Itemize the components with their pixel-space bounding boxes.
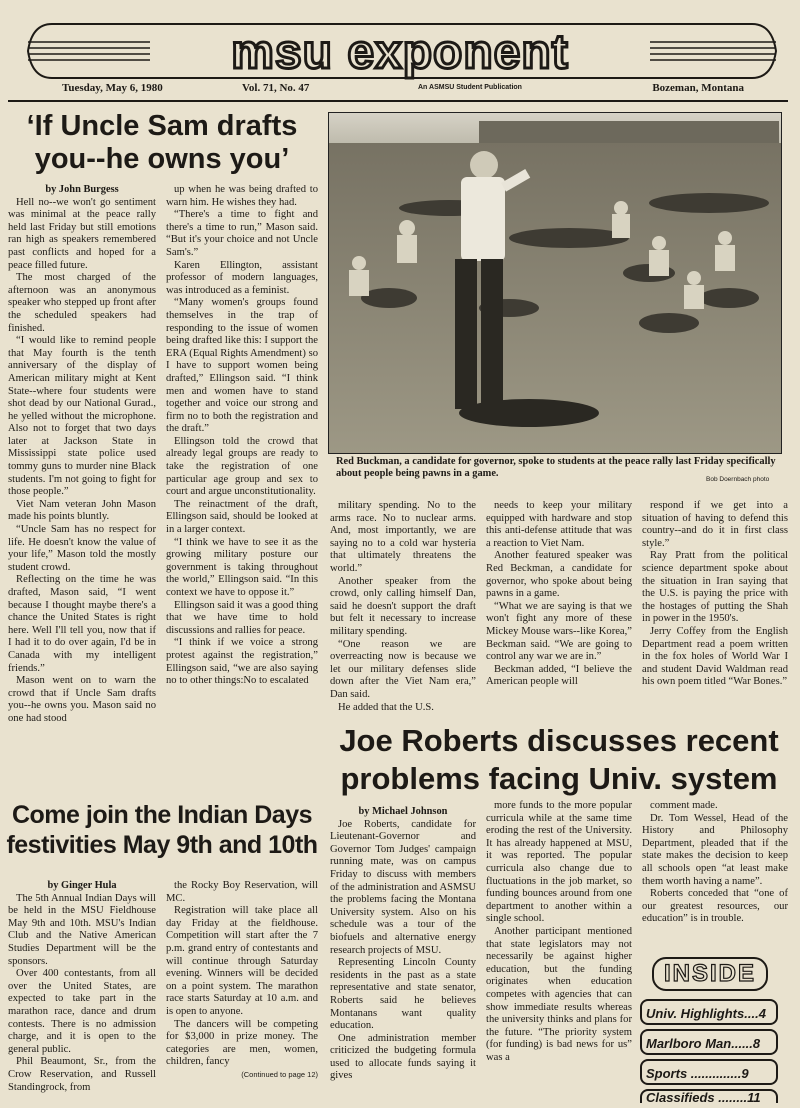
rally-photo: [328, 112, 782, 454]
paragraph: Ellingson told the crowd that already legal groups are ready to take the registration of one particular age group and sex to court and argue unconstitutionality.: [166, 435, 318, 498]
masthead: [22, 18, 782, 84]
indian-days-headline: Come join the Indian Days festivities May 9th and 10th: [6, 801, 318, 859]
paragraph: up when he was being drafted to warn him. He wishes they had.: [166, 184, 318, 208]
paragraph: “What we are saying is that we won't fight any more of these Mickey Mouse wars--like Korea,” Beckman said. “We are going to control any war we are in.”: [486, 600, 632, 663]
photo-credit: Bob Doernbach photo: [706, 476, 770, 483]
paragraph: He added that the U.S.: [338, 701, 434, 713]
inside-item-page: 4: [758, 1006, 766, 1021]
masthead-title: msu exponent: [231, 26, 569, 79]
publication-tagline: An ASMSU Student Publication: [418, 84, 522, 91]
paragraph: comment made.: [650, 800, 718, 811]
paragraph: The dancers will be competing for $3,000 in prize money. The categories are men, women, children, fancy: [166, 1018, 318, 1068]
draft-story-headline: ‘If Uncle Sam drafts you--he owns you’: [26, 110, 298, 175]
paragraph: The 5th Annual Indian Days will be held in the MSU Fieldhouse May 9th and 10th. MSU's Indian Club and the Native American Studies Department will be the sponsors.: [8, 892, 156, 967]
joe-roberts-byline: by Michael Johnson: [358, 806, 448, 817]
photo-caption: Red Buckman, a candidate for governor, spoke to students at the peace rally last Friday specifically about people being pawns in a game.: [336, 456, 776, 479]
paragraph: Ellingson said it was a good thing that we have time to hold discussions and rallies for peace.: [166, 599, 318, 636]
masthead-logo: [22, 18, 782, 84]
draft-story-column-1: [8, 184, 156, 726]
paragraph: Phil Beaumont, Sr., from the Crow Reservation, and Russell Standingrock, from: [8, 1056, 156, 1093]
inside-item-page: 9: [741, 1066, 749, 1081]
inside-item-page: 8: [752, 1036, 761, 1051]
paragraph: One administration member criticized the budgeting formula used to allocate funds saying it gives: [330, 1032, 476, 1082]
paragraph: The reinactment of the draft, Ellingson said, should be looked at in a larger context.: [166, 498, 318, 536]
paragraph: Jerry Coffey from the English Department read a poem written in the fox holes of World War I and student David Waldman read his own poem titled “War Bones.”: [642, 625, 788, 688]
inside-index: [636, 955, 784, 1103]
joe-roberts-column-2: [486, 800, 632, 1064]
joe-roberts-column-3: [642, 800, 788, 926]
draft-story-column-5: [642, 500, 788, 689]
paragraph: “I think we have to see it as the growing military posture our government is taking throughout the world,” Ellingson said. “In this context we have to oppose it.”: [166, 536, 318, 598]
inside-item-label: Sports: [646, 1066, 688, 1081]
paragraph: Beckman added, “I believe the American people will: [486, 663, 632, 688]
paragraph: Karen Ellington, assistant professor of modern languages, was introduced as a feminist.: [166, 259, 318, 296]
paragraph: respond if we get into a situation of having to defend this country--and do it in first class style.”: [642, 500, 788, 549]
header-divider: [8, 100, 788, 102]
paragraph: The most charged of the afternoon was an anonymous speaker who stepped up front after the scheduled speakers had finished.: [8, 272, 156, 334]
paragraph: Over 400 contestants, from all over the United States, are expected to take part in the marathon race, dance and drum contests. There is no admission charge, and it is open to the general public.: [8, 968, 156, 1055]
paragraph: “One reason we are overreacting now is because we let our military defenses slide down after the Viet Nam era,” Dan said.: [330, 638, 476, 700]
paragraph: more funds to the more popular curricula while at the same time eroding the rest of the University. It has already happened at MSU, it was reported. The popular curricula also change due to fluctuations in the job market, so funding bounces around from one department to another within a single school.: [486, 800, 632, 925]
paragraph: military spending. No to the arms race. No to nuclear arms. And, most importantly, we are saying no to a cold war hysteria that ultimately threatens the world.”: [330, 500, 476, 574]
paragraph: Registration will take place all day Friday at the fieldhouse. Competition will start after the 7 p.m. grand entry of contestants and will continue through Saturday evening. Winners will be decided on a point system. The marathon race starts Saturday at 10 a.m. and is open to anyone.: [166, 905, 318, 1017]
indian-days-byline: by Ginger Hula: [47, 880, 117, 891]
date-bar: [62, 82, 744, 96]
paragraph: Roberts conceded that “one of our greatest resources, our education” is in trouble.: [642, 888, 788, 925]
indian-days-column-2: [166, 880, 318, 1082]
paragraph: the Rocky Boy Reservation, will MC.: [166, 880, 318, 904]
inside-item-classifieds[interactable]: Classifieds ........11: [640, 1089, 778, 1103]
joe-roberts-column-1: [330, 806, 476, 1083]
continued-notice: (Continued to page 12): [241, 1069, 318, 1079]
inside-item-label: Univ. Highlights: [646, 1006, 745, 1021]
paragraph: “There's a time to fight and there's a time to run,” Mason said. “But it's your choice and not Uncle Sam's.”: [166, 209, 318, 258]
paragraph: “I think if we voice a strong protest against the registration,” Ellingson said, “we are also saying no to other things:No to escalated: [166, 637, 318, 687]
inside-item-marlboro-man[interactable]: Marlboro Man......8: [640, 1029, 778, 1055]
draft-story-column-4: [486, 500, 632, 689]
issue-date: Tuesday, May 6, 1980: [62, 82, 163, 94]
paragraph: needs to keep your military equipped with hardware and stop this anti-defense attitude that was a reaction to Viet Nam.: [486, 500, 632, 549]
location: Bozeman, Montana: [652, 82, 744, 94]
inside-item-sports[interactable]: Sports ..............9: [640, 1059, 778, 1085]
inside-item-label: Marlboro Man: [646, 1036, 732, 1051]
paragraph: “I would like to remind people that May fourth is the tenth anniversary of the display of American military might at Kent State--where four students were shot dead by our National Gurad., he yelled without the microphone. Also not to forget that two days later at Jackson State in Mississippi state police used tommy guns to murder nine Black students. I'm not going to fight for those people.”: [8, 335, 156, 498]
paragraph: “Uncle Sam has no respect for life. He doesn't know the value of your life,” Mason told the mostly student crowd.: [8, 524, 156, 573]
draft-story-column-2: [166, 184, 318, 688]
issue-volume: Vol. 71, No. 47: [242, 82, 310, 94]
inside-item-page: 11: [747, 1090, 761, 1105]
inside-item-univ-highlights[interactable]: Univ. Highlights....4: [640, 999, 778, 1025]
paragraph: Joe Roberts, candidate for Lieutenant-Governor and Governor Tom Judges' campaign running mate, was on campus Friday to discuss with members of the administration and ASMSU the problems facing the Montana University system. Also on his schedule was a tour of the biofuels and alternative energy research projects of MSU.: [330, 818, 476, 956]
paragraph: Another featured speaker was Red Beckman, a candidate for governor, who spoke about being pawns in a game.: [486, 550, 632, 600]
paragraph: Reflecting on the time he was drafted, Mason said, “I went because I thought maybe there's a chance the United States is right here. Well I'll tell you, now that if I had it to do over again, I'd be in Canada with my intelligent friends.”: [8, 574, 156, 674]
paragraph: Ray Pratt from the political science department spoke about the situation in Iran saying that the U.S. is paying the price with the hostages of putting the Shah in power in the 1950's.: [642, 550, 788, 625]
indian-days-column-1: [8, 880, 156, 1094]
paragraph: Viet Nam veteran John Mason made his points bluntly.: [8, 498, 156, 523]
draft-story-column-3: [330, 500, 476, 714]
draft-story-byline: by John Burgess: [45, 184, 119, 195]
paragraph: Mason went on to warn the crowd that if Uncle Sam drafts you--he owns you. Mason said no one had stood: [8, 675, 156, 724]
paragraph: Another participant mentioned that state legislators may not necessarily be against higher education, but the funding originates when education competes with agencies that can show immediate results whereas the university thinks and plans for the future. “The priority system (for funding) is bad news for us” was a: [486, 925, 632, 1063]
paragraph: Dr. Tom Wessel, Head of the History and Philosophy Department, pleaded that if the state makes the decision to keep all schools open “at least make them worth having a name”.: [642, 812, 788, 887]
joe-roberts-headline: Joe Roberts discusses recent problems facing Univ. system: [339, 723, 779, 796]
inside-item-label: Classifieds: [646, 1090, 715, 1105]
inside-title: INSIDE: [652, 957, 768, 991]
paragraph: Hell no--we won't go sentiment was minimal at the peace rally held last Friday but still emotions ran high as speakers remembered past conflicts and hoped for a peace filled future.: [8, 196, 156, 271]
paragraph: Representing Lincoln County residents in the past as a state representative and state senator, Roberts said he believes Montanans want quality education.: [330, 957, 476, 1032]
paragraph: “Many women's groups found themselves in the trap of responding to the issue of women being drafted like this: I support the ERA (Equal Rights Amendment) so I have to support women being drafted,” Ellingson said. “I think men and women have to stand together and voice our strong and firm no to both the registration and the draft.”: [166, 297, 318, 435]
paragraph: Another speaker from the crowd, only calling himself Dan, said he doesn't support the draft but felt it necessary to increase military spending.: [330, 575, 476, 637]
